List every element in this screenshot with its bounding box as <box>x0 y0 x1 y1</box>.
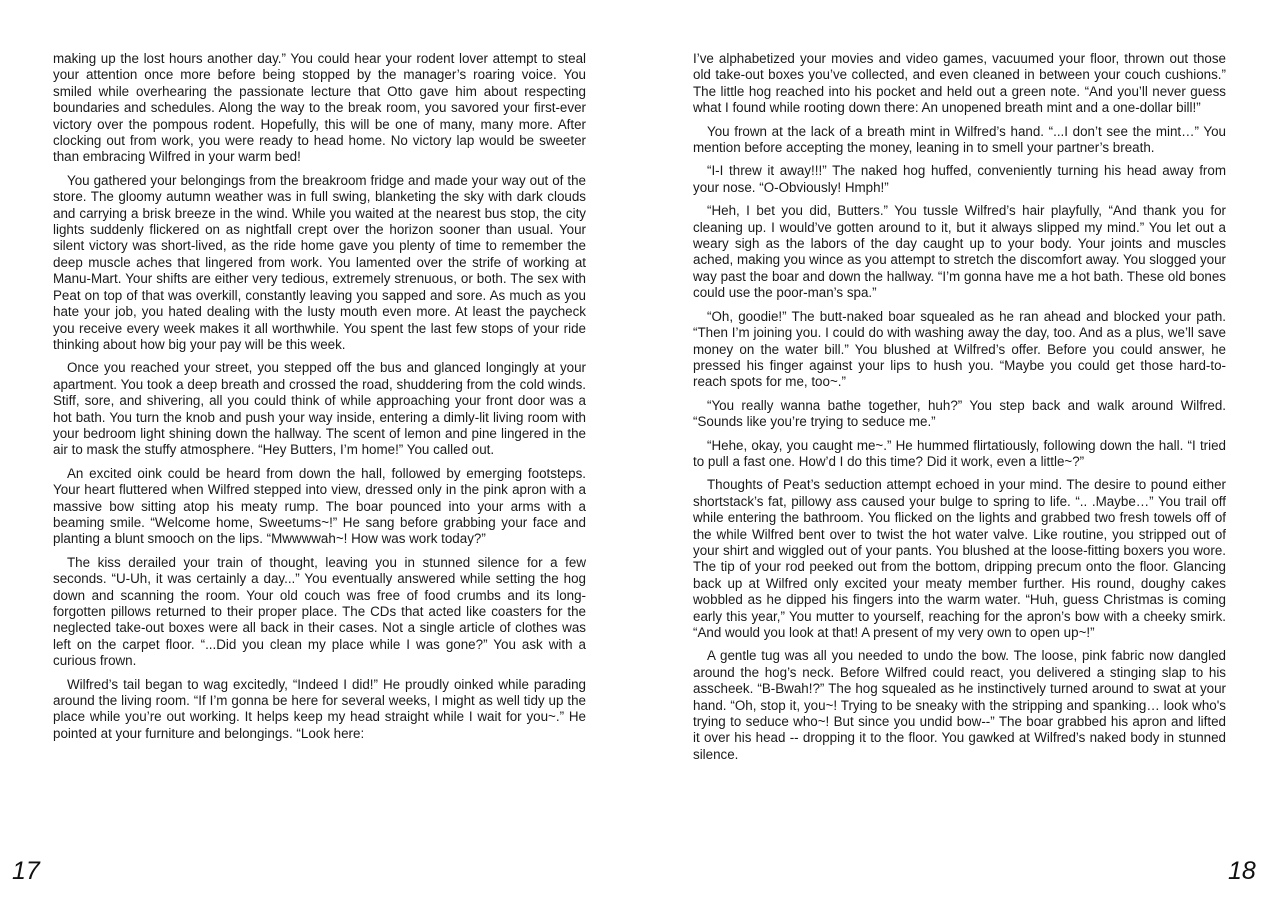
paragraph: Wilfred’s tail began to wag excitedly, “Indeed I did!” He proudly oinked while parading around the living room. “If I’m gonna be here for several weeks, I might as well tidy up the place while you’re out working. It helps keep my head straight while I wait for you~.” He pointed at your furniture and belongings. “Look here: <box>53 676 586 741</box>
paragraph: A gentle tug was all you needed to undo the bow. The loose, pink fabric now dangled around the hog’s neck. Before Wilfred could react, you delivered a stinging slap to his asscheek. “B-Bwah!?” The hog squealed as he instinctively turned around to swat at your hand. “Oh, stop it, you~! Trying to be sneaky with the stripping and spanking… look who's trying to seduce who~! But since you undid bow--” The boar grabbed his apron and lifted it over his head -- dropping it to the floor. You gawked at Wilfred’s naked body in stunned silence. <box>693 648 1226 762</box>
left-page <box>53 51 586 749</box>
paragraph: I’ve alphabetized your movies and video games, vacuumed your floor, thrown out those old take-out boxes you’ve collected, and even cleaned in between your couch cushions.” The little hog reached into his pocket and held out a green note. “And you’ll never guess what I found while rooting down there: An unopened breath mint and a one-dollar bill!” <box>693 51 1226 116</box>
paragraph: making up the lost hours another day.” You could hear your rodent lover attempt to steal your attention once more before being stopped by the manager’s roaring voice. You smiled while overhearing the passionate lecture that Otto gave him about respecting boundaries and schedules. Along the way to the break room, you savored your first-ever victory over the pompous rodent. Hopefully, this will be one of many, many more. After clocking out from work, you were ready to head home. No victory lap would be sweeter than embracing Wilfred in your warm bed! <box>53 51 586 165</box>
paragraph: Thoughts of Peat’s seduction attempt echoed in your mind. The desire to pound either shortstack’s fat, pillowy ass caused your bulge to spring to life. “.. .Maybe…” You trail off while entering the bathroom. You flicked on the lights and grabbed two fresh towels off of the while Wilfred bent over to twist the hot water valve. Like routine, you stripped out of your shirt and wiggled out of your pants. You blushed at the loose-fitting boxers you wore. The tip of your rod peeked out from the bottom, dripping precum onto the floor. Glancing back up at Wilfred only excited your meaty member further. His round, doughy cakes wobbled as he dipped his fingers into the warm water. “Huh, guess Christmas is coming early this year,” You mutter to yourself, reaching for the apron’s bow with a cheeky smirk. “And would you look at that! A present of my very own to open up~!” <box>693 477 1226 640</box>
page-number-right: 18 <box>1228 857 1256 885</box>
paragraph: Once you reached your street, you stepped off the bus and glanced longingly at your apartment. You took a deep breath and crossed the road, shuddering from the cold winds. Stiff, sore, and shivering, all you could think of while approaching your front door was a hot bath. You turn the knob and push your way inside, entering a dimly-lit living room with your bedroom light shining down the hallway. The scent of lemon and pine lingered in the air to mask the stuffy atmosphere. “Hey Butters, I’m home!” You called out. <box>53 360 586 458</box>
page-number-left: 17 <box>12 857 40 885</box>
paragraph: The kiss derailed your train of thought, leaving you in stunned silence for a few seconds. “U-Uh, it was certainly a day...” You eventually answered while setting the hog down and scanning the room. Your old couch was free of food crumbs and its long-forgotten pillows returned to their proper place. The CDs that acted like coasters for the neglected take-out boxes were all back in their cases. Not a single article of clothes was left on the carpet floor. “...Did you clean my place while I was gone?” You ask with a curious frown. <box>53 554 586 669</box>
paragraph: “Hehe, okay, you caught me~.” He hummed flirtatiously, following down the hall. “I tried to pull a fast one. How’d I do this time? Did it work, even a little~?” <box>693 437 1226 469</box>
paragraph: An excited oink could be heard from down the hall, followed by emerging footsteps. Your heart fluttered when Wilfred stepped into view, dressed only in the pink apron with a massive bow sitting atop his meaty rump. The boar pounced into your arms with a beaming smile. “Welcome home, Sweetums~!” He sang before grabbing your face and planting a blunt smooch on the lips. “Mwwwwah~! How was work today?” <box>53 465 586 547</box>
paragraph: “I-I threw it away!!!” The naked hog huffed, conveniently turning his head away from your nose. “O-Obviously! Hmph!” <box>693 163 1226 195</box>
paragraph: “Oh, goodie!” The butt-naked boar squealed as he ran ahead and blocked your path. “Then I’m joining you. I could do with washing away the day, too. And as a plus, we’ll save money on the water bill.” You blushed at Wilfred’s offer. Before you could answer, he pressed his finger against your lips to hush you. “Maybe you could get those hard-to-reach spots for me, too~.” <box>693 308 1226 390</box>
paragraph: “Heh, I bet you did, Butters.” You tussle Wilfred’s hair playfully, “And thank you for cleaning up. I would’ve gotten around to it, but it always slipped my mind.” You let out a weary sigh as the labors of the day caught up to your body. Your joints and muscles ached, making you wince as you attempt to stretch the discomfort away. You slogged your way past the boar and down the hallway. “I’m gonna have me a hot bath. These old bones could use the poor-man’s spa.” <box>693 203 1226 301</box>
paragraph: “You really wanna bathe together, huh?” You step back and walk around Wilfred. “Sounds like you’re trying to seduce me.” <box>693 397 1226 430</box>
right-page <box>693 51 1226 770</box>
paragraph: You frown at the lack of a breath mint in Wilfred’s hand. “...I don’t see the mint…” You mention before accepting the money, leaning in to smell your partner’s breath. <box>693 123 1226 156</box>
paragraph: You gathered your belongings from the breakroom fridge and made your way out of the store. The gloomy autumn weather was in full swing, blanketing the sky with dark clouds and carrying a brisk breeze in the wind. While you waited at the nearest bus stop, the city lights suddenly flickered on as nightfall crept over the horizon sooner than usual. Your silent victory was short-lived, as the ride home gave you plenty of time to remember the deep muscle aches that lingered from work. You lamented over the strife of working at Manu-Mart. Your shifts are either very tedious, extremely strenuous, or both. The sex with Peat on top of that was overkill, constantly leaving you sapped and sore. As much as you hate your job, you hated dealing with the lusty mouth even more. At least the paycheck you receive every week makes it all worthwhile. You spent the last few stops of your ride thinking about how big your pay will be this week. <box>53 172 586 352</box>
